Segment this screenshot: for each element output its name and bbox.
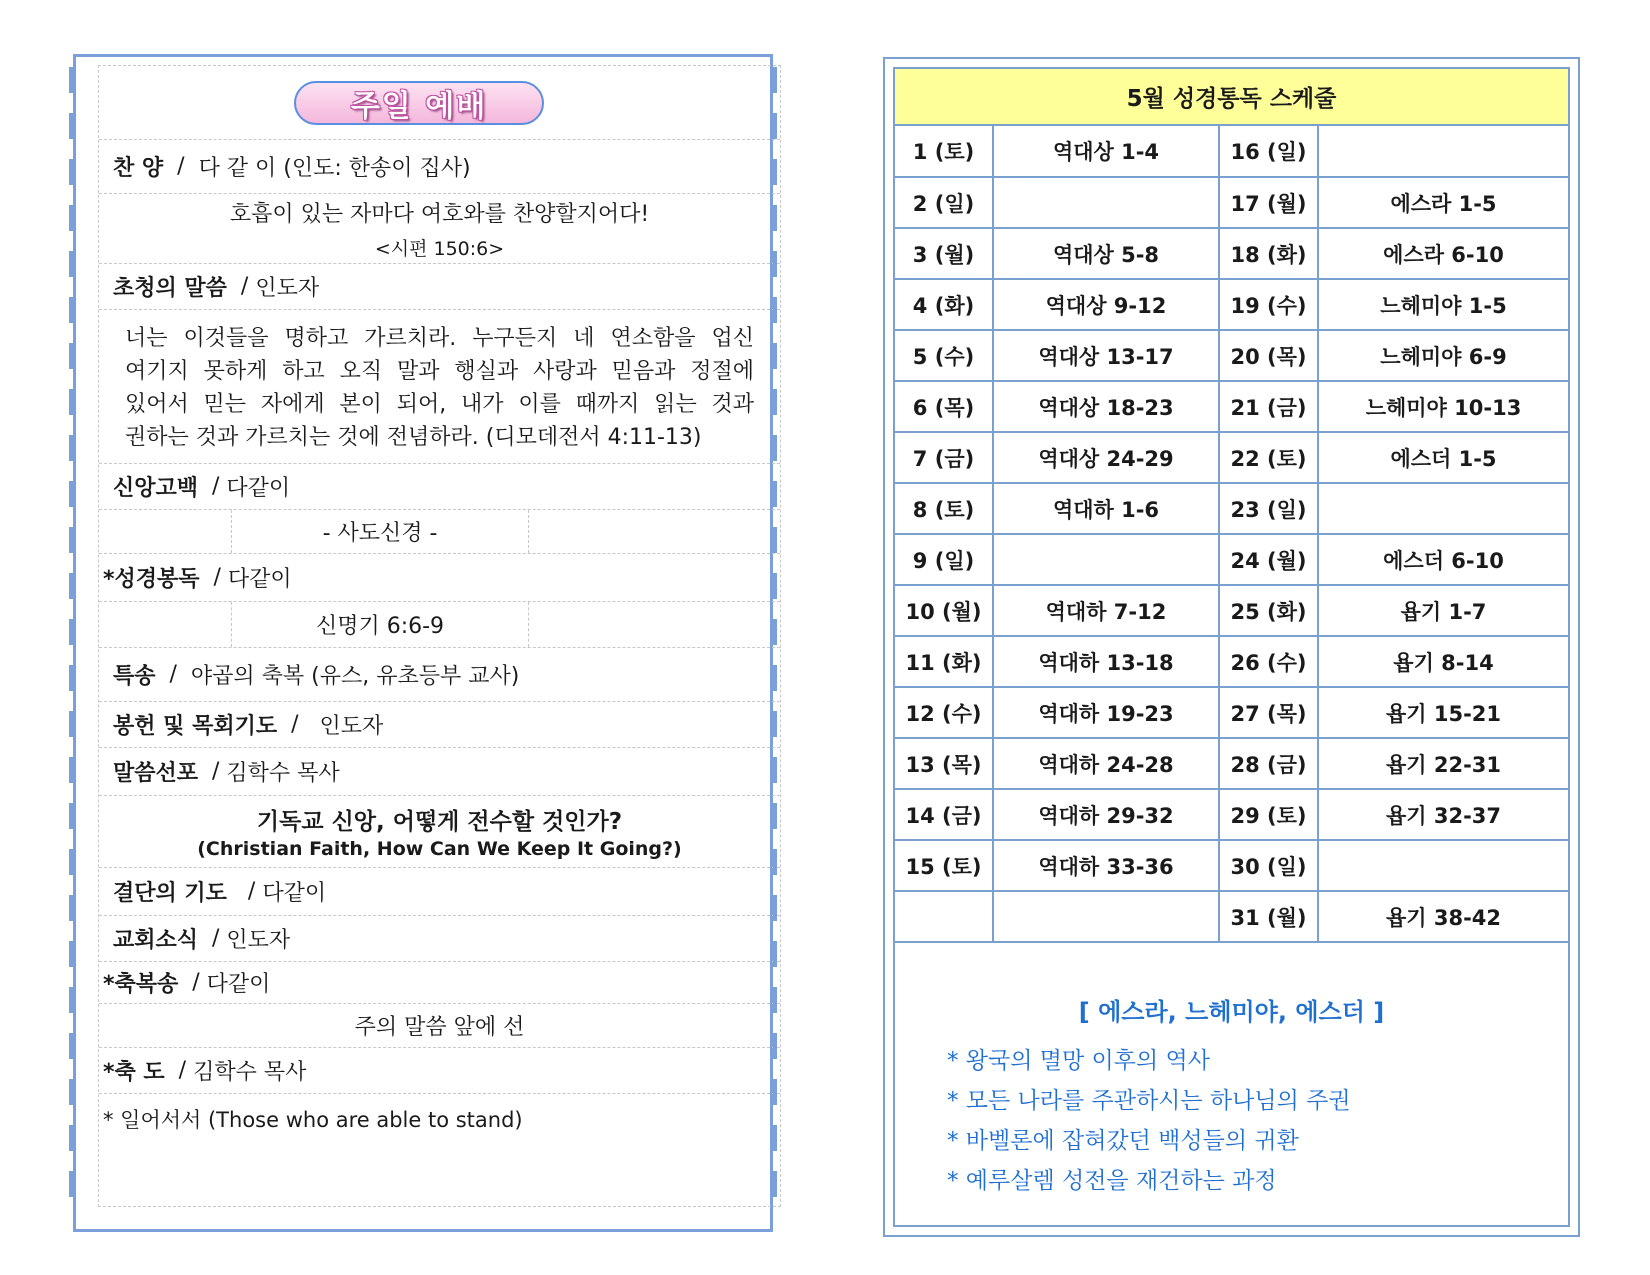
item-label: 결단의 기도: [113, 881, 227, 906]
schedule-reading-cell: 느헤미야 1-5: [1318, 279, 1568, 330]
schedule-date-cell: [895, 891, 993, 942]
schedule-row: [895, 840, 1568, 891]
schedule-reading-cell: [1318, 840, 1568, 891]
schedule-reading-cell: 욥기 32-37: [1318, 789, 1568, 840]
schedule-reading-cell: 역대상 5-8: [993, 228, 1219, 279]
praise-verse: 호흡이 있는 자마다 여호와를 찬양할지어다!: [229, 201, 650, 227]
schedule-date-cell: 30 (일): [1219, 840, 1318, 891]
offering-item: 봉헌 및 목회기도 / 인도자: [99, 702, 780, 748]
reading-ref-row: [99, 602, 780, 648]
schedule-reading-cell: 역대상 24-29: [993, 432, 1219, 483]
praise-reference: <시편 150:6>: [374, 237, 505, 260]
schedule-date-cell: 8 (토): [895, 483, 993, 534]
schedule-row: [895, 789, 1568, 840]
schedule-reading-cell: 에스더 6-10: [1318, 534, 1568, 585]
schedule-date-cell: 21 (금): [1219, 381, 1318, 432]
schedule-row: [895, 330, 1568, 381]
schedule-reading-cell: 욥기 1-7: [1318, 585, 1568, 636]
schedule-reading-cell: [1318, 483, 1568, 534]
schedule-row: [895, 279, 1568, 330]
schedule-row: [895, 228, 1568, 279]
schedule-reading-cell: 역대상 18-23: [993, 381, 1219, 432]
schedule-row: [895, 891, 1568, 942]
praise-item: 찬 양 / 다 같 이 (인도: 한송이 집사): [99, 140, 780, 194]
item-value: 김학수 목사: [193, 1060, 307, 1085]
schedule-reading-cell: 역대상 1-4: [993, 126, 1219, 177]
schedule-reading-cell: 역대상 9-12: [993, 279, 1219, 330]
blessing-song-name: 주의 말씀 앞에 선: [99, 1004, 780, 1048]
schedule-reading-cell: 역대하 1-6: [993, 483, 1219, 534]
schedule-reading-cell: [993, 534, 1219, 585]
schedule-reading-cell: 욥기 22-31: [1318, 738, 1568, 789]
schedule-row: [895, 432, 1568, 483]
reading-item: *성경봉독 / 다같이: [99, 554, 780, 602]
item-label: 초청의 말씀: [113, 276, 227, 301]
schedule-reading-cell: [993, 177, 1219, 228]
schedule-row: [895, 381, 1568, 432]
schedule-date-cell: 18 (화): [1219, 228, 1318, 279]
schedule-date-cell: 24 (월): [1219, 534, 1318, 585]
schedule-date-cell: 29 (토): [1219, 789, 1318, 840]
schedule-row: [895, 177, 1568, 228]
schedule-date-cell: 5 (수): [895, 330, 993, 381]
notes-heading: [ 에스라, 느헤미야, 에스더 ]: [1078, 998, 1385, 1026]
blessing-song-item: *축복송 / 다같이: [99, 962, 780, 1004]
schedule-row: [895, 126, 1568, 177]
schedule-reading-cell: 욥기 15-21: [1318, 687, 1568, 738]
schedule-reading-cell: [1318, 126, 1568, 177]
schedule-date-cell: 10 (월): [895, 585, 993, 636]
schedule-title: 5월 성경통독 스케줄: [895, 69, 1568, 126]
reading-schedule-table: [895, 126, 1568, 943]
schedule-reading-cell: 에스라 6-10: [1318, 228, 1568, 279]
item-label: 특송: [113, 664, 156, 689]
schedule-row: [895, 585, 1568, 636]
church-news-item: 교회소식 / 인도자: [99, 916, 780, 962]
schedule-date-cell: 27 (목): [1219, 687, 1318, 738]
schedule-reading-cell: 역대하 24-28: [993, 738, 1219, 789]
schedule-reading-cell: 느헤미야 10-13: [1318, 381, 1568, 432]
schedule-reading-cell: 역대하 13-18: [993, 636, 1219, 687]
item-value: 다같이: [206, 972, 271, 997]
calling-scripture: 너는 이것들을 명하고 가르치라. 누구든지 네 연소함을 업신 여기지 못하게 하고 오직 말과 행실과 사랑과 믿음과 정절에 있어서 믿는 자에게 본이 되어, 내가 이를 때까지 읽는 것과 권하는 것과 가르치는 것에 전념하라. (디모데전서 4:11-13): [125, 326, 754, 450]
special-song-item: 특송 / 야곱의 축복 (유스, 유초등부 교사): [99, 648, 780, 702]
schedule-row: [895, 738, 1568, 789]
schedule-date-cell: 1 (토): [895, 126, 993, 177]
item-value: 인도자: [255, 276, 320, 301]
item-label: 봉헌 및 목회기도: [113, 714, 278, 739]
sermon-subtitle: (Christian Faith, How Can We Keep It Going?): [197, 838, 682, 860]
reading-schedule-panel: [883, 57, 1580, 1237]
calling-text-block: [99, 310, 780, 464]
note-item: * 모든 나라를 주관하시는 하나님의 주권: [947, 1088, 1351, 1114]
benediction-item: *축 도 / 김학수 목사: [99, 1048, 780, 1094]
schedule-row: [895, 636, 1568, 687]
schedule-reading-cell: 역대상 13-17: [993, 330, 1219, 381]
schedule-reading-cell: 역대하 29-32: [993, 789, 1219, 840]
schedule-date-cell: 14 (금): [895, 789, 993, 840]
service-title-badge: [294, 81, 544, 125]
schedule-date-cell: 25 (화): [1219, 585, 1318, 636]
schedule-date-cell: 6 (목): [895, 381, 993, 432]
item-label: 신앙고백: [113, 476, 199, 501]
schedule-date-cell: 16 (일): [1219, 126, 1318, 177]
schedule-date-cell: 12 (수): [895, 687, 993, 738]
schedule-date-cell: 23 (일): [1219, 483, 1318, 534]
schedule-row: [895, 687, 1568, 738]
schedule-reading-cell: 욥기 38-42: [1318, 891, 1568, 942]
item-label: 찬 양: [113, 156, 164, 181]
calling-item: 초청의 말씀 / 인도자: [99, 264, 780, 310]
schedule-notes: [895, 962, 1568, 1201]
schedule-row: [895, 534, 1568, 585]
schedule-date-cell: 7 (금): [895, 432, 993, 483]
schedule-date-cell: 28 (금): [1219, 738, 1318, 789]
note-item: * 바벨론에 잡혀갔던 백성들의 귀환: [947, 1128, 1299, 1154]
schedule-reading-cell: 역대하 33-36: [993, 840, 1219, 891]
schedule-date-cell: 19 (수): [1219, 279, 1318, 330]
item-value: 김학수 목사: [226, 761, 340, 786]
note-item: * 왕국의 멸망 이후의 역사: [947, 1048, 1210, 1074]
schedule-date-cell: 4 (화): [895, 279, 993, 330]
sermon-title-block: [99, 796, 780, 868]
title-row: [99, 66, 780, 140]
schedule-date-cell: 3 (월): [895, 228, 993, 279]
schedule-date-cell: 13 (목): [895, 738, 993, 789]
creed-item: 신앙고백 / 다같이: [99, 464, 780, 510]
sermon-item: 말씀선포 / 김학수 목사: [99, 748, 780, 796]
item-value: 다 같 이 (인도: 한송이 집사): [198, 156, 471, 181]
sermon-title: 기독교 신앙, 어떻게 전수할 것인가?: [256, 809, 623, 835]
creed-name: - 사도신경 -: [232, 510, 529, 553]
item-label: 말씀선포: [113, 761, 199, 786]
schedule-date-cell: 31 (월): [1219, 891, 1318, 942]
item-value: 야곱의 축복 (유스, 유초등부 교사): [190, 664, 520, 689]
schedule-reading-cell: 느헤미야 6-9: [1318, 330, 1568, 381]
schedule-reading-cell: 에스라 1-5: [1318, 177, 1568, 228]
schedule-reading-cell: [993, 891, 1219, 942]
worship-order-list: [98, 65, 781, 1207]
worship-order-panel: [73, 54, 773, 1232]
item-value: 다같이: [262, 881, 327, 906]
item-label: *축 도: [103, 1060, 165, 1085]
reading-reference: 신명기 6:6-9: [232, 602, 529, 647]
item-value: 인도자: [319, 714, 384, 739]
schedule-reading-cell: 역대하 19-23: [993, 687, 1219, 738]
schedule-date-cell: 22 (토): [1219, 432, 1318, 483]
item-label: 교회소식: [113, 928, 199, 953]
schedule-reading-cell: 역대하 7-12: [993, 585, 1219, 636]
item-value: 인도자: [226, 928, 291, 953]
schedule-reading-cell: 욥기 8-14: [1318, 636, 1568, 687]
schedule-row: [895, 483, 1568, 534]
service-title: 주일 예배: [350, 89, 488, 124]
schedule-date-cell: 26 (수): [1219, 636, 1318, 687]
schedule-date-cell: 17 (월): [1219, 177, 1318, 228]
note-item: * 예루살렘 성전을 재건하는 과정: [947, 1168, 1277, 1194]
schedule-date-cell: 11 (화): [895, 636, 993, 687]
decision-prayer-item: 결단의 기도 / 다같이: [99, 868, 780, 916]
praise-verse-block: [99, 194, 780, 264]
item-value: 다같이: [226, 476, 291, 501]
creed-name-row: [99, 510, 780, 554]
item-label: *성경봉독: [103, 567, 200, 592]
reading-schedule-frame: [893, 67, 1570, 1227]
standing-footnote: * 일어서서 (Those who are able to stand): [103, 1108, 523, 1132]
schedule-reading-cell: 에스더 1-5: [1318, 432, 1568, 483]
notes-list: [947, 1041, 1568, 1201]
schedule-date-cell: 20 (목): [1219, 330, 1318, 381]
schedule-date-cell: 9 (일): [895, 534, 993, 585]
schedule-date-cell: 15 (토): [895, 840, 993, 891]
item-value: 다같이: [227, 567, 292, 592]
schedule-date-cell: 2 (일): [895, 177, 993, 228]
item-label: *축복송: [103, 972, 179, 997]
